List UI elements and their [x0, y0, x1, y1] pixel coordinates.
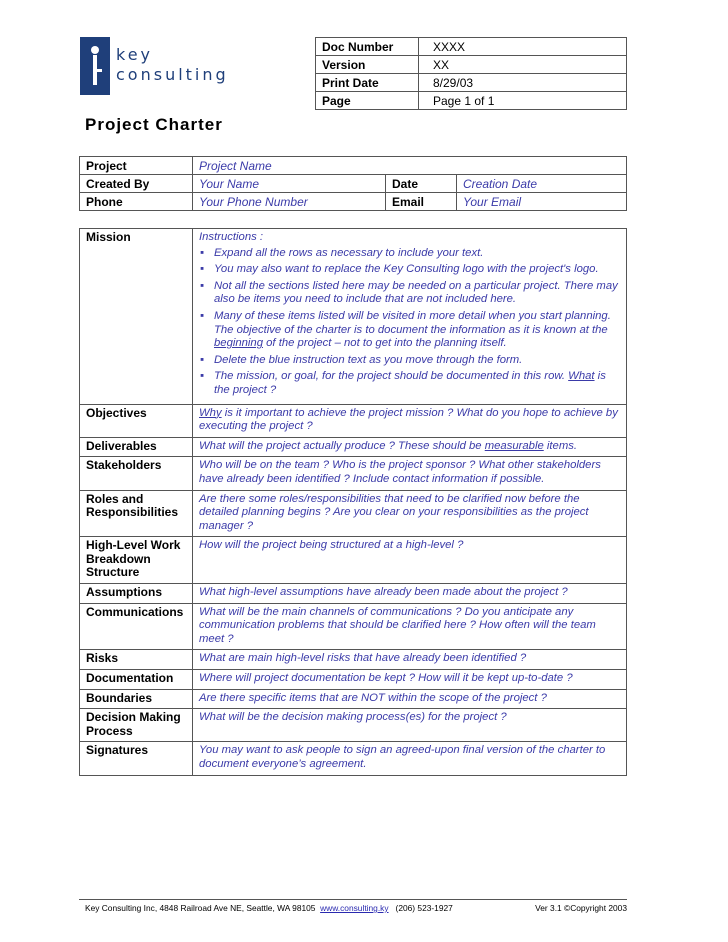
- charter-row-documentation: [80, 670, 627, 690]
- decision-label: [80, 709, 193, 742]
- logo-text-line2: consulting: [116, 65, 229, 84]
- label-line: High-Level Work: [86, 538, 181, 553]
- charter-row-stakeholders: [80, 457, 627, 490]
- charter-row-risks: [80, 650, 627, 670]
- phone-field[interactable]: Your Phone Number: [193, 193, 386, 211]
- stakeholders-label: Stakeholders: [80, 457, 193, 490]
- meta-value: Page 1 of 1: [419, 92, 627, 110]
- email-label: Email: [386, 193, 457, 211]
- footer-phone: (206) 523-1927: [395, 903, 453, 913]
- communications-label: Communications: [80, 603, 193, 650]
- decision-field[interactable]: What will be the decision making process(es) for the project ?: [193, 709, 627, 742]
- date-label: Date: [386, 175, 457, 193]
- wbs-label: [80, 537, 193, 584]
- list-item: ▪ You may also want to replace the Key Consulting logo with the project's logo.: [214, 263, 620, 277]
- boundaries-label: Boundaries: [80, 689, 193, 709]
- label-line: Roles and: [86, 491, 144, 506]
- footer-website-link[interactable]: www.consulting.ky: [320, 903, 389, 913]
- charter-row-wbs: [80, 537, 627, 584]
- field-text: What will the project actually produce ? These should be: [199, 439, 485, 452]
- boundaries-field[interactable]: Are there specific items that are NOT within the scope of the project ?: [193, 689, 627, 709]
- meta-row: [316, 56, 627, 74]
- underlined-text: What: [568, 370, 595, 383]
- charter-row-roles: [80, 490, 627, 537]
- label-line: Process: [86, 723, 133, 738]
- label-line: Responsibilities: [86, 505, 179, 520]
- roles-field[interactable]: Are there some roles/responsibilities that need to be clarified now before the detailed planning begins ? Are you clear on your responsibilities as the project manager ?: [193, 490, 627, 537]
- charter-row-deliverables: [80, 437, 627, 457]
- list-text: The mission, or goal, for the project should be documented in this row.: [214, 370, 569, 383]
- meta-label: Version: [316, 56, 419, 74]
- document-meta-table: [315, 37, 627, 110]
- charter-row-objectives: [80, 404, 627, 437]
- stakeholders-field[interactable]: Who will be on the team ? Who is the project sponsor ? What other stakeholders have already been identified ? Include contact information if possible.: [193, 457, 627, 490]
- project-label: Project: [80, 157, 193, 175]
- list-item: [214, 310, 620, 351]
- logo-text-line1: key: [116, 45, 154, 64]
- meta-row: [316, 92, 627, 110]
- charter-row-communications: [80, 603, 627, 650]
- signatures-field[interactable]: You may want to ask people to sign an agreed-upon final version of the charter to document everyone’s agreement.: [193, 742, 627, 775]
- label-line: Structure: [86, 565, 140, 580]
- documentation-field[interactable]: Where will project documentation be kept ? How will it be kept up-to-date ?: [193, 670, 627, 690]
- charter-row-signatures: [80, 742, 627, 775]
- mission-label: Mission: [80, 229, 193, 405]
- list-item: ▪ Not all the sections listed here may be needed on a particular project. There may also be items you need to include that are not included here.: [214, 280, 620, 307]
- meta-value: XX: [419, 56, 627, 74]
- email-field[interactable]: Your Email: [457, 193, 627, 211]
- meta-row: [316, 38, 627, 56]
- signatures-label: Signatures: [80, 742, 193, 775]
- deliverables-label: Deliverables: [80, 437, 193, 457]
- mission-field[interactable]: [193, 229, 627, 405]
- company-logo: [80, 37, 257, 95]
- info-row-project: [80, 157, 627, 175]
- list-item: ▪ Expand all the rows as necessary to include your text.: [214, 247, 620, 261]
- field-text: items.: [543, 439, 578, 452]
- info-row-created: [80, 175, 627, 193]
- field-text: is it important to achieve the project mission ? What do you hope to achieve by executing the project ?: [199, 406, 618, 433]
- charter-row-assumptions: [80, 584, 627, 604]
- meta-label: Print Date: [316, 74, 419, 92]
- instructions-heading: Instructions :: [199, 231, 264, 243]
- project-info-table: [79, 156, 627, 211]
- documentation-label: Documentation: [80, 670, 193, 690]
- charter-table: [79, 228, 627, 776]
- charter-row-boundaries: [80, 689, 627, 709]
- meta-value: XXXX: [419, 38, 627, 56]
- label-line: Breakdown: [86, 551, 151, 566]
- meta-row: [316, 74, 627, 92]
- roles-label: [80, 490, 193, 537]
- wbs-field[interactable]: How will the project being structured at a high-level ?: [193, 537, 627, 584]
- footer-divider: [79, 899, 627, 900]
- meta-value: 8/29/03: [419, 74, 627, 92]
- charter-row-decision: [80, 709, 627, 742]
- creation-date-field[interactable]: Creation Date: [457, 175, 627, 193]
- created-by-label: Created By: [80, 175, 193, 193]
- objectives-field[interactable]: [193, 404, 627, 437]
- phone-label: Phone: [80, 193, 193, 211]
- page-title: Project Charter: [85, 115, 223, 134]
- underlined-text: Why: [199, 406, 222, 419]
- meta-label: Doc Number: [316, 38, 419, 56]
- underlined-text: measurable: [484, 439, 544, 452]
- key-icon: [80, 37, 110, 95]
- list-item: [214, 370, 620, 397]
- project-name-field[interactable]: Project Name: [193, 157, 627, 175]
- list-text: of the project – not to get into the planning itself.: [263, 337, 507, 350]
- assumptions-field[interactable]: What high-level assumptions have already been made about the project ?: [193, 584, 627, 604]
- page-footer: [85, 903, 627, 913]
- risks-label: Risks: [80, 650, 193, 670]
- list-item: ▪ Delete the blue instruction text as you move through the form.: [214, 354, 620, 368]
- footer-address: Key Consulting Inc, 4848 Railroad Ave NE, Seattle, WA 98105: [85, 903, 316, 913]
- communications-field[interactable]: What will be the main channels of communications ? Do you anticipate any communication problems that should be clarified here ? How often will the team meet ?: [193, 603, 627, 650]
- footer-version: Ver 3.1 ©Copyright 2003: [535, 903, 627, 913]
- objectives-label: Objectives: [80, 404, 193, 437]
- label-line: Decision Making: [86, 710, 181, 725]
- risks-field[interactable]: What are main high-level risks that have already been identified ?: [193, 650, 627, 670]
- created-by-field[interactable]: Your Name: [193, 175, 386, 193]
- info-row-phone: [80, 193, 627, 211]
- list-text: Many of these items listed will be visited in more detail when you start planning. The objective of the charter is to document the information as it is known at the: [214, 309, 611, 336]
- underlined-text: beginning: [214, 337, 263, 350]
- meta-label: Page: [316, 92, 419, 110]
- list-text: is the project ?: [214, 370, 606, 396]
- assumptions-label: Assumptions: [80, 584, 193, 604]
- charter-row-mission: [80, 229, 627, 405]
- instructions-list: [199, 247, 620, 398]
- deliverables-field[interactable]: [193, 437, 627, 457]
